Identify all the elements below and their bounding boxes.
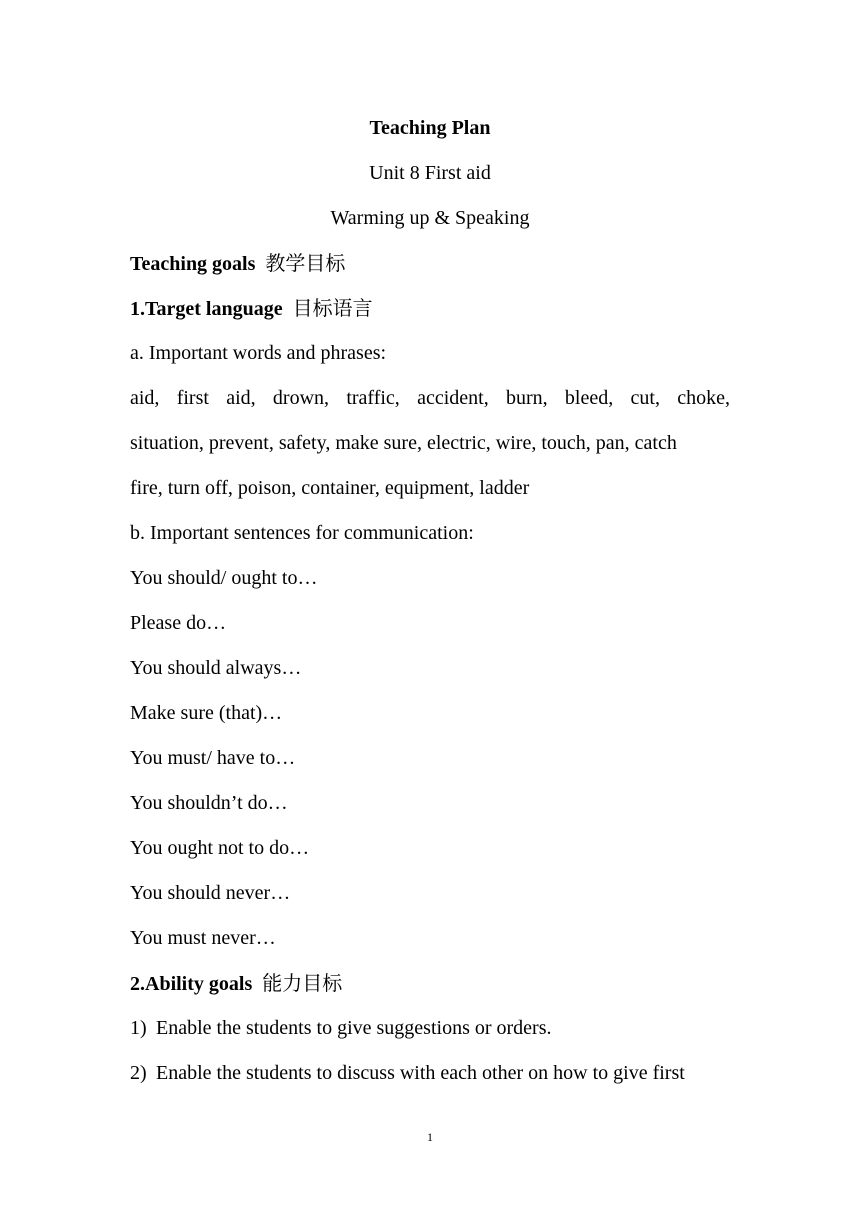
sentences-label: b. Important sentences for communication: [130,522,474,544]
words-line-2: situation, prevent, safety, make sure, electric, wire, touch, pan, catch [130,432,677,454]
unit-subtitle: Unit 8 First aid [369,162,491,184]
ability-goals-label-cn: 能力目标 [262,971,343,995]
sentence-item: You shouldn’t do… [130,792,288,814]
sentence-item: You should always… [130,657,302,679]
document-title: Teaching Plan [369,117,491,139]
ability-item-text: Enable the students to give suggestions or orders. [156,1017,552,1039]
sentence-item: You should never… [130,882,291,904]
teaching-goals-label: Teaching goals [130,253,256,275]
target-language-label-cn: 目标语言 [292,296,373,320]
sentence-item: You must never… [130,927,276,949]
lesson-subtitle: Warming up & Speaking [330,207,530,229]
words-line-3: fire, turn off, poison, container, equipment, ladder [130,477,530,499]
words-label: a. Important words and phrases: [130,342,387,364]
sentence-item: You must/ have to… [130,747,296,769]
sentence-item: You should/ ought to… [130,567,318,589]
sentence-item: Please do… [130,612,227,634]
target-language-label: 1.Target language [130,298,283,320]
sentence-item: You ought not to do… [130,837,310,859]
words-line-1: aid, first aid, drown, traffic, accident, burn, bleed, cut, choke, [130,387,730,409]
ability-goals-label: 2.Ability goals [130,973,253,995]
sentence-item: Make sure (that)… [130,702,283,724]
ability-goals-heading [130,971,730,996]
page-number: 1 [427,1130,433,1144]
ability-item-number: 2) [130,1062,147,1084]
teaching-goals-label-cn: 教学目标 [265,251,346,275]
teaching-goals-heading [130,251,730,276]
ability-item [130,1016,730,1040]
ability-item [130,1061,730,1085]
target-language-heading [130,296,730,321]
ability-item-number: 1) [130,1017,147,1039]
ability-item-text: Enable the students to discuss with each other on how to give first [156,1062,685,1084]
